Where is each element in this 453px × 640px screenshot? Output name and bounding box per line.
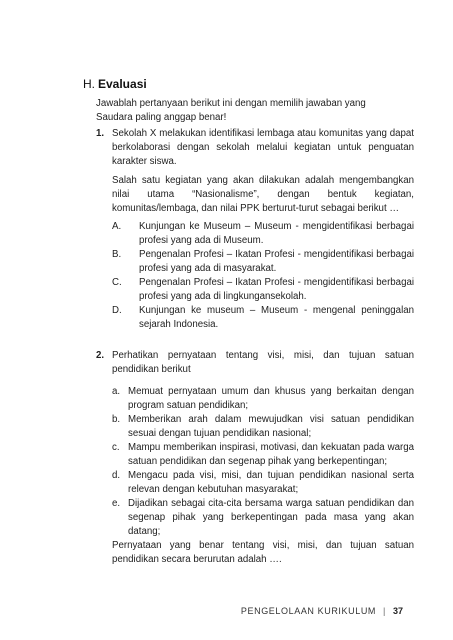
statement-d [112,469,414,497]
page-number: 37 [392,606,403,616]
option-letter: D. [112,305,122,316]
statement-text: Memberikan arah dalam mewujudkan visi satuan pendidikan sesuai dengan tujuan pendidikan nasional; [128,414,414,439]
option-letter: A. [112,221,122,232]
option-text: Kunjungan ke museum – Museum - mengenal peninggalan sejarah Indonesia. [139,305,414,330]
statement-text: Memuat pernyataan umum dan khusus yang berkaitan dengan program satuan pendidikan; [128,386,414,411]
statement-text: Mengacu pada visi, misi, dan tujuan pendidikan nasional serta relevan dengan kebutuhan masyarakat; [128,470,414,495]
option-b [112,248,414,276]
statement-letter: c. [112,442,120,453]
option-text: Pengenalan Profesi – Ikatan Profesi - mengidentifikasi berbagai profesi yang ada di masyarakat. [139,249,414,274]
option-text: Pengenalan Profesi – Ikatan Profesi - mengidentifikasi berbagai profesi yang ada di lingkungansekolah. [139,277,414,302]
option-list [112,220,414,332]
statement-c [112,441,414,469]
question-2 [96,349,414,567]
statement-letter: d. [112,470,121,481]
question-statement: Pernyataan yang benar tentang visi, misi, dan tujuan satuan pendidikan secara berurutan adalah …. [112,540,414,565]
question-text: Perhatikan pernyataan tentang visi, misi, dan tujuan satuan pendidikan berikut [112,350,414,375]
option-letter: C. [112,277,122,288]
statement-text: Dijadikan sebagai cita-cita bersama warga satuan pendidikan dan segenap pihak yang berkepentingan pada masa yang akan datang; [128,498,414,537]
option-c [112,276,414,304]
running-title: PENGELOLAAN KURIKULUM [240,606,377,616]
question-number: 2. [96,350,105,361]
question-number: 1. [96,128,105,139]
section-intro: Jawablah pertanyaan berikut ini dengan memilih jawaban yang Saudara paling anggap benar! [96,98,366,123]
statement-letter: e. [112,498,121,509]
statement-letter: b. [112,414,121,425]
option-a [112,220,414,248]
question-prompt: Salah satu kegiatan yang akan dilakukan adalah mengembangkan nilai utama “Nasionalisme”, dengan bentuk kegiatan, komunitas/lembaga, dan nilai PPK berturut-turut sebagai berikut … [112,175,414,214]
footer-separator: | [383,606,386,616]
option-d [112,304,414,332]
question-1 [96,127,414,332]
option-text: Kunjungan ke Museum – Museum - mengidentifikasi berbagai profesi yang ada di Museum. [139,221,414,246]
question-text: Sekolah X melakukan identifikasi lembaga atau komunitas yang dapat berkolaborasi dengan sekolah melalui kegiatan untuk penguatan karakter siswa. [112,128,414,167]
statement-a [112,385,414,413]
option-letter: B. [112,249,122,260]
statement-list [112,385,414,539]
section-heading [83,76,147,92]
statement-text: Mampu memberikan inspirasi, motivasi, dan kekuatan pada warga satuan pendidikan dan segenap pihak yang berkepentingan; [128,442,414,467]
statement-letter: a. [112,386,121,397]
section-title: Evaluasi [98,77,147,91]
section-letter: H. [83,77,95,91]
statement-b [112,413,414,441]
statement-e [112,497,414,539]
page-footer [241,604,403,618]
